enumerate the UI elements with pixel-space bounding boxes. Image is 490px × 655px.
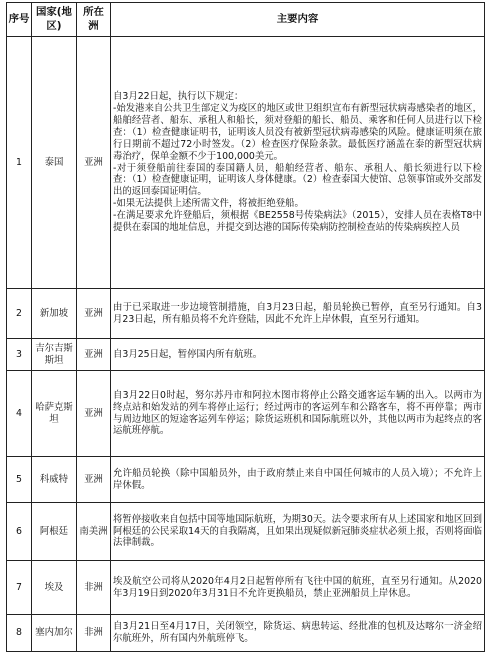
country-name: 哈萨克斯坦: [32, 371, 77, 457]
continent-name: 亚洲: [77, 339, 111, 371]
content-line: -始发港来自公共卫生部定义为疫区的地区或世卫组织宣布有新型冠状病毒感染者的地区，船舶经营者、船东、承租人和船长，须对登船的船长、船员、乘客和任何人员进行以下检查：（1）检查健康证明书，证明该人员没有被新型冠状病毒感染的风险。健康证明须在旅行日期前不超过72小时签发。（2）检查医疗保险条款。最低医疗涵盖在泰的新型冠状病毒治疗，保单金额不少于100,000美元。: [113, 102, 483, 162]
main-content: [111, 37, 485, 289]
continent-name: 非洲: [77, 615, 111, 652]
main-content: [111, 615, 485, 652]
row-number: 2: [7, 289, 32, 339]
table-row: [7, 339, 485, 371]
header-country: 国家(地区): [32, 3, 77, 37]
country-name: 泰国: [32, 37, 77, 289]
row-number: 7: [7, 561, 32, 615]
content-line: 将暂停接收来自包括中国等地国际航班，为期30天。法令要求所有从上述国家和地区回到阿根廷的公民采取14天的自我隔离，且如果出现疑似新冠肺炎症状必须上报，否则将面临法律制裁。: [113, 513, 482, 549]
continent-name: 亚洲: [77, 289, 111, 339]
content-line: -对于须登船前往泰国的泰国籍人员，船舶经营者、船东、承租人、船长须进行以下检查：（1）检查健康证明，证明该人身体健康。（2）检查泰国大使馆、总领事馆或外交部发出的返回泰国证明信。: [113, 162, 482, 198]
table-row: [7, 289, 485, 339]
main-content: [111, 561, 485, 615]
table-row: [7, 37, 485, 289]
table-row: [7, 371, 485, 457]
main-content: [111, 289, 485, 339]
content-line: 自3月22日起，执行以下规定：: [113, 90, 244, 102]
table-row: [7, 561, 485, 615]
content-line: 自3月22日0时起，努尔苏丹市和阿拉木图市将停止公路交通客运车辆的出入。以两市为终点站和始发站的列车将停止运行；经过两市的客运列车和公路客车，将不再停靠；两市与周边地区的短途客运列车停运；除货运班机和国际航班以外，其他以两市为起终点的客运航班停航。: [113, 389, 482, 437]
table-header-row: [7, 3, 485, 37]
header-continent: 所在洲: [77, 3, 111, 37]
country-name: 吉尔吉斯斯坦: [32, 339, 77, 371]
continent-name: 南美洲: [77, 503, 111, 561]
table-row: [7, 457, 485, 503]
main-content: [111, 339, 485, 371]
header-no: 序号: [7, 3, 32, 37]
country-name: 阿根廷: [32, 503, 77, 561]
content-line: -如果无法提供上述所需文件，将被拒绝登船。: [113, 198, 304, 210]
header-content: 主要内容: [111, 3, 485, 37]
main-content: [111, 503, 485, 561]
table-row: [7, 615, 485, 652]
restrictions-table: [6, 2, 485, 652]
country-name: 埃及: [32, 561, 77, 615]
country-name: 新加坡: [32, 289, 77, 339]
content-line: 埃及航空公司将从2020年4月2日起暂停所有飞往中国的航班，直至另行通知。从2020年3月19日到2020年3月31日不允许更换船员，禁止亚洲船员上岸休息。: [113, 575, 482, 599]
main-content: [111, 371, 485, 457]
document-page: [6, 2, 484, 651]
row-number: 8: [7, 615, 32, 652]
row-number: 1: [7, 37, 32, 289]
continent-name: 亚洲: [77, 457, 111, 503]
country-name: 科威特: [32, 457, 77, 503]
content-line: 自3月25日起，暂停国内所有航班。: [113, 348, 263, 360]
content-line: 由于已采取进一步边境管制措施，自3月23日起，船员轮换已暂停，直至另行通知。自3月23日起，所有船员将不允许登陆，因此不允许上岸休假，直至另行通知。: [113, 301, 482, 325]
continent-name: 亚洲: [77, 371, 111, 457]
content-line: 自3月21日至4月17日，关闭领空，除货运、病患转运、经批准的包机及达喀尔一济金绍尔航班外，所有国内外航班停飞。: [113, 621, 482, 644]
row-number: 6: [7, 503, 32, 561]
continent-name: 非洲: [77, 561, 111, 615]
main-content: [111, 457, 485, 503]
continent-name: 亚洲: [77, 37, 111, 289]
row-number: 5: [7, 457, 32, 503]
table-row: [7, 503, 485, 561]
content-line: 允许船员轮换（除中国船员外，由于政府禁止来自中国任何城市的人员入境）；不允许上岸休假。: [113, 467, 482, 491]
row-number: 4: [7, 371, 32, 457]
row-number: 3: [7, 339, 32, 371]
country-name: 塞内加尔: [32, 615, 77, 652]
content-line: -在满足要求允许登船后，须根据《BE2558号传染病法》（2015），安排人员在表格T8中提供在泰国的地址信息，并提交到达港的国际传染病防控制检查站的传染病疾控人员: [113, 210, 482, 234]
